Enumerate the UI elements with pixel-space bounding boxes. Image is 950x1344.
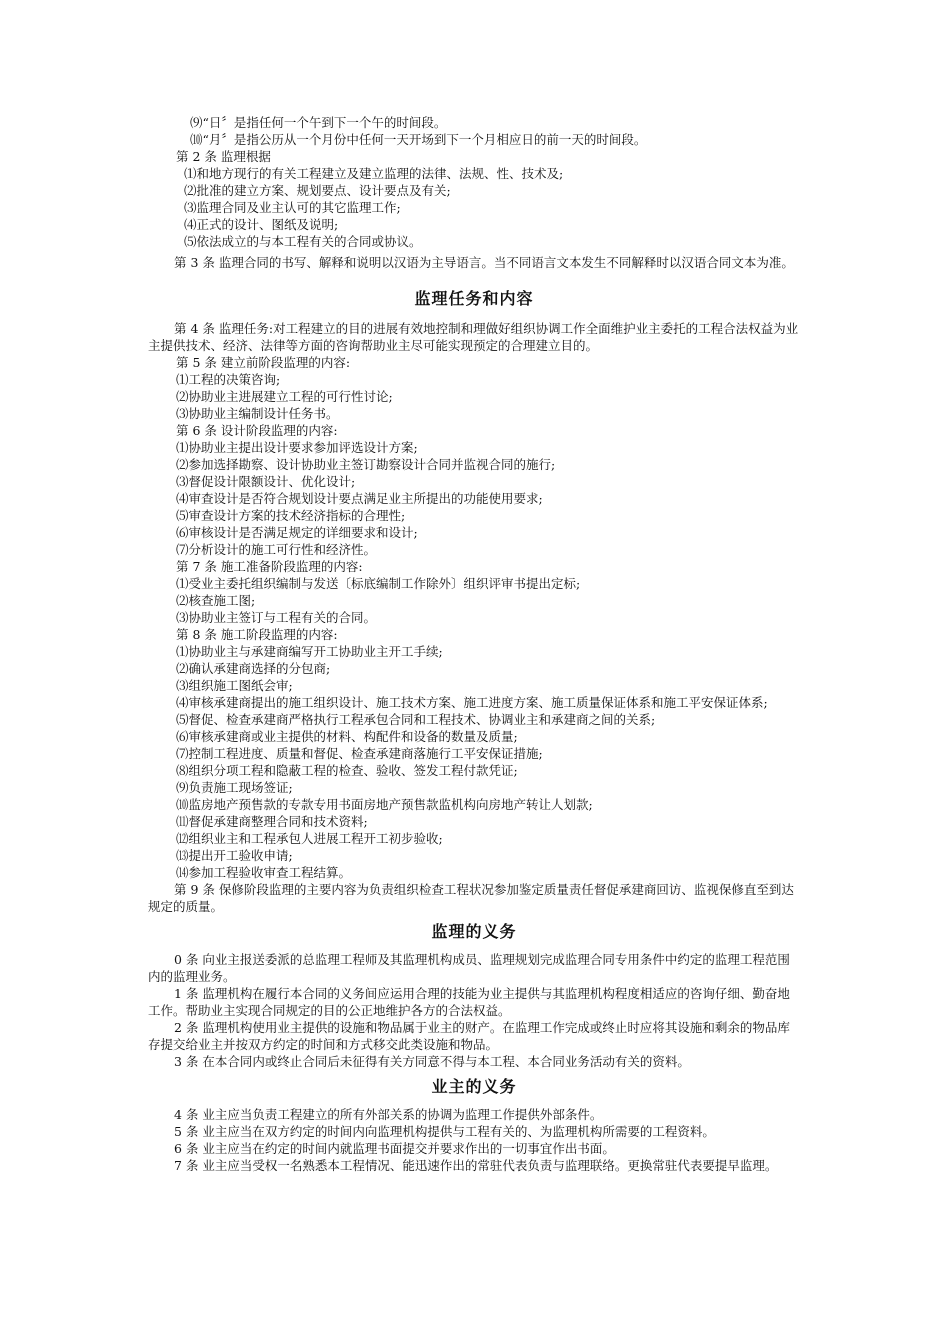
paragraph-line: ⑹审核承建商或业主提供的材料、构配件和设备的数量及质量; bbox=[176, 729, 518, 744]
paragraph-line: ⑶组织施工图纸会审; bbox=[176, 678, 293, 693]
paragraph-line: ⑽监房地产预售款的专款专用书面房地产预售款监机构向房地产转让人划款; bbox=[176, 797, 593, 812]
paragraph-line: ⑶督促设计限额设计、优化设计; bbox=[176, 474, 356, 489]
paragraph-line: 第 7 条 施工准备阶段监理的内容: bbox=[176, 559, 363, 574]
paragraph-line: ⑹审核设计是否满足规定的详细要求和设计; bbox=[176, 525, 418, 540]
paragraph-line: ⑺控制工程进度、质量和督促、检查承建商落施行工平安保证措施; bbox=[176, 746, 543, 761]
paragraph-line: ⒁参加工程验收审查工程结算。 bbox=[176, 865, 352, 880]
paragraph-line: 第 5 条 建立前阶段监理的内容: bbox=[176, 355, 351, 370]
article-8-item-4: ⑷审核承建商提出的施工组织设计、施工技术方案、施工进度方案、施工质量保证体系和施工平安保证体系; bbox=[176, 695, 768, 710]
section-heading-owner-duties: 业主的义务 bbox=[431, 1077, 517, 1096]
document-page bbox=[148, 114, 800, 1174]
paragraph-line: ⑽“月〞是指公历从一个月份中任何一天开场到下一个月相应日的前一天的时间段。 bbox=[190, 132, 647, 147]
paragraph-line: ⑺分析设计的施工可行性和经济性。 bbox=[176, 542, 377, 557]
paragraph-line: 5 条 业主应当在双方约定的时间内向监理机构提供与工程有关的、为监理机构所需要的工程资料。 bbox=[174, 1124, 715, 1139]
paragraph-line: 第 2 条 监理根据 bbox=[176, 149, 271, 164]
paragraph-line: ⑶监理合同及业主认可的其它监理工作; bbox=[184, 200, 401, 215]
paragraph-line: ⑴协助业主与承建商编写开工协助业主开工手续; bbox=[176, 644, 443, 659]
article-8-items-5-14 bbox=[148, 711, 800, 881]
paragraph-line: 1 条 监理机构在履行本合同的义务间应运用合理的技能为业主提供与其监理机构程度相适应的咨询仔细、勤奋地工作。帮助业主实现合同规定的目的公正地维护各方的合法权益。 bbox=[148, 986, 790, 1018]
article-4: 第 4 条 监理任务:对工程建立的目的进展有效地控制和理做好组织协调工作全面维护业主委托的工程合法权益为业主提供技术、经济、法律等方面的咨询帮助业主尽可能实现预定的合理建立目的。 bbox=[148, 321, 799, 353]
paragraph-line: ⑵批准的建立方案、规划要点、设计要点及有关; bbox=[184, 183, 451, 198]
paragraph-line: ⑷正式的设计、图纸及说明; bbox=[184, 217, 339, 232]
paragraph-line: ⑴工程的决策咨询; bbox=[176, 372, 281, 387]
paragraph-line: ⑸督促、检查承建商严格执行工程承包合同和工程技术、协调业主和承建商之间的关系; bbox=[176, 712, 656, 727]
article-9: 第 9 条 保修阶段监理的主要内容为负责组织检查工程状况参加鉴定质量责任督促承建商回访、监视保修直至到达规定的质量。 bbox=[148, 882, 794, 914]
paragraph-line: ⑿组织业主和工程承包人进展工程开工初步验收; bbox=[176, 831, 443, 846]
paragraph-line: 0 条 向业主报送委派的总监理工程师及其监理机构成员、监理规划完成监理合同专用条件中约定的监理工程范围内的监理业务。 bbox=[148, 952, 790, 984]
paragraph-line: ⑾督促承建商整理合同和技术资料; bbox=[176, 814, 368, 829]
definitions-and-basis bbox=[148, 114, 800, 250]
section-heading-tasks: 监理任务和内容 bbox=[414, 289, 534, 308]
paragraph-line: ⑼“日〞是指任何一个午到下一个午的时间段。 bbox=[190, 115, 447, 130]
paragraph-line: ⑴协助业主提出设计要求参加评选设计方案; bbox=[176, 440, 418, 455]
section-heading-supervisor-duties: 监理的义务 bbox=[431, 922, 517, 941]
paragraph-line: ⑼负责施工现场签证; bbox=[176, 780, 293, 795]
article-3: 第 3 条 监理合同的书写、解释和说明以汉语为主导语言。当不同语言文本发生不同解释时以汉语合同文本为准。 bbox=[174, 255, 794, 270]
paragraph-line: ⑵核查施工图; bbox=[176, 593, 256, 608]
paragraph-line: ⒀提出开工验收申请; bbox=[176, 848, 293, 863]
owner-duties-list bbox=[148, 1106, 800, 1174]
paragraph-line: ⑵参加选择勘察、设计协助业主签订勘察设计合同并监视合同的施行; bbox=[176, 457, 556, 472]
paragraph-line: 7 条 业主应当受权一名熟悉本工程情况、能迅速作出的常驻代表负责与监理联络。更换常驻代表要提早监理。 bbox=[174, 1158, 778, 1173]
paragraph-line: 第 6 条 设计阶段监理的内容: bbox=[176, 423, 338, 438]
paragraph-line: ⑴和地方现行的有关工程建立及建立监理的法律、法规、性、技术及; bbox=[184, 166, 564, 181]
paragraph-line: ⑸依法成立的与本工程有关的合同或协议。 bbox=[184, 234, 422, 249]
paragraph-line: 3 条 在本合同内或终止合同后未征得有关方同意不得与本工程、本合同业务活动有关的资料。 bbox=[174, 1054, 690, 1069]
articles-5-to-8 bbox=[148, 354, 800, 694]
paragraph-line: ⑻组织分项工程和隐蔽工程的检查、验收、签发工程付款凭证; bbox=[176, 763, 518, 778]
paragraph-line: 4 条 业主应当负责工程建立的所有外部关系的协调为监理工作提供外部条件。 bbox=[174, 1107, 603, 1122]
paragraph-line: ⑵协助业主进展建立工程的可行性讨论; bbox=[176, 389, 393, 404]
supervisor-duties-list bbox=[148, 951, 800, 1070]
paragraph-line: 6 条 业主应当在约定的时间内就监理书面提交并要求作出的一切事宜作出书面。 bbox=[174, 1141, 615, 1156]
paragraph-line: ⑸审查设计方案的技术经济指标的合理性; bbox=[176, 508, 406, 523]
paragraph-line: ⑵确认承建商选择的分包商; bbox=[176, 661, 331, 676]
paragraph-line: ⑶协助业主编制设计任务书。 bbox=[176, 406, 339, 421]
paragraph-line: 2 条 监理机构使用业主提供的设施和物品属于业主的财产。在监理工作完成或终止时应将其设施和剩余的物品库存提交给业主并按双方约定的时间和方式移交此类设施和物品。 bbox=[148, 1020, 790, 1052]
paragraph-line: 第 8 条 施工阶段监理的内容: bbox=[176, 627, 338, 642]
paragraph-line: ⑷审查设计是否符合规划设计要点满足业主所提出的功能使用要求; bbox=[176, 491, 543, 506]
paragraph-line: ⑶协助业主签订与工程有关的合同。 bbox=[176, 610, 377, 625]
paragraph-line: ⑴受业主委托组织编制与发送〔标底编制工作除外〕组织评审书提出定标; bbox=[176, 576, 581, 591]
